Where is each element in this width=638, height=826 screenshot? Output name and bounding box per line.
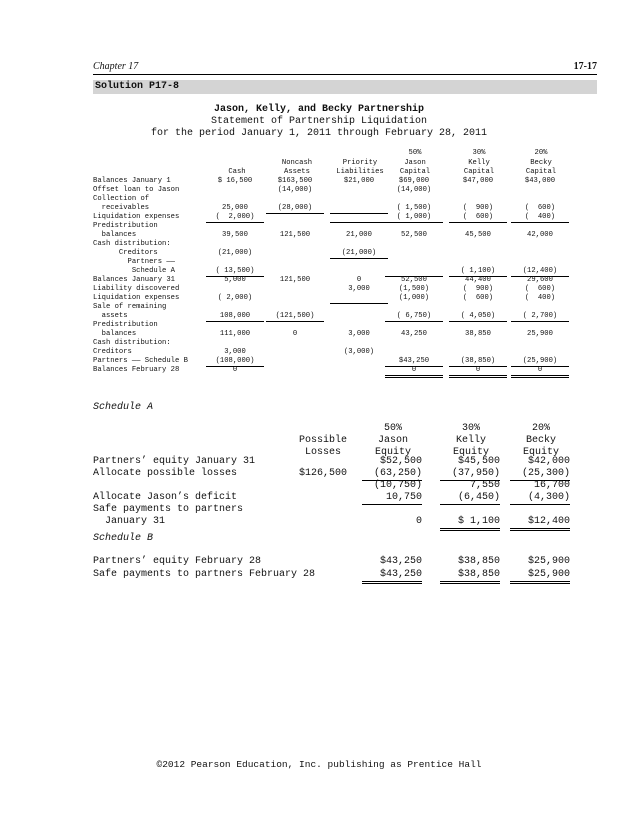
statement-cell: (1,500) (398, 285, 430, 293)
schedule-a-row-label: Allocate Jason’s deficit (93, 492, 238, 503)
statement-cell: 3,000 (348, 330, 370, 338)
statement-cell: 25,900 (527, 330, 553, 338)
statement-cell (511, 195, 569, 204)
schedule-b-title: Schedule B (93, 533, 154, 544)
header-rule (93, 74, 597, 75)
statement-cell: 5,000 (224, 276, 246, 284)
statement-row-label: Predistribution (93, 321, 158, 329)
statement-row-label: balances (93, 231, 137, 239)
statement-row-label: Cash distribution: (93, 240, 171, 248)
statement-cell: ( 1,000) (385, 213, 443, 223)
schedule-b-row-label: Safe payments to partners February 28 (93, 569, 316, 580)
statement-cell (206, 258, 264, 267)
statement-cell (449, 258, 507, 267)
col-priority-h2: Priority (342, 159, 378, 167)
statement-cell (266, 357, 324, 366)
schedule-a-row-label: January 31 (93, 516, 166, 527)
statement-row-label: Cash distribution: (93, 339, 171, 347)
schedule-b-cell: $25,900 (527, 556, 570, 567)
statement-cell: ( 4,050) (449, 312, 507, 322)
statement-cell (511, 240, 569, 249)
statement-cell: 0 (511, 366, 569, 378)
statement-cell (206, 321, 264, 330)
statement-cell (330, 267, 388, 276)
statement-cell: 29,600 (527, 276, 553, 284)
statement-cell: ( 600) (524, 204, 556, 212)
statement-cell: ( 600) (524, 285, 556, 293)
schedule-b-cell: $25,900 (510, 569, 570, 584)
statement-cell (330, 339, 388, 348)
statement-cell: (14,000) (396, 186, 432, 194)
statement-cell (266, 366, 324, 375)
statement-row-label: Liquidation expenses (93, 213, 180, 221)
statement-cell: 0 (356, 276, 362, 284)
schedule-a-cell: 7,550 (469, 480, 500, 491)
statement-cell (206, 285, 264, 294)
col-noncash-h3: Assets (284, 168, 310, 176)
statement-cell (449, 303, 507, 312)
statement-cell (385, 348, 443, 357)
sa-col-becky-h1: 20% (531, 423, 550, 434)
col-becky-h1: 20% (534, 149, 548, 157)
statement-cell: ( 6,750) (385, 312, 443, 322)
statement-cell (330, 195, 388, 204)
sa-col-becky-h3: Equity (522, 447, 559, 458)
statement-cell: (21,000) (217, 249, 253, 257)
sa-col-losses-h3: Losses (304, 447, 341, 458)
statement-cell (330, 258, 388, 267)
statement-cell: 52,500 (401, 276, 427, 284)
statement-cell: $21,000 (343, 177, 375, 185)
statement-row-label: Partners —— (93, 258, 175, 266)
schedule-a-cell: (4,300) (510, 492, 570, 505)
statement-cell: 42,000 (527, 231, 553, 239)
statement-cell: 39,500 (222, 231, 248, 239)
statement-cell (266, 348, 324, 357)
statement-row-label: Predistribution (93, 222, 158, 230)
statement-cell (449, 195, 507, 204)
statement-cell (206, 339, 264, 348)
statement-cell: 121,500 (279, 276, 311, 284)
statement-title: Jason, Kelly, and Becky Partnership (213, 104, 425, 115)
statement-cell (266, 321, 324, 330)
statement-cell: $43,000 (524, 177, 556, 185)
schedule-b-row-label: Partners’ equity February 28 (93, 556, 262, 567)
col-becky-h2: Becky (530, 159, 552, 167)
statement-cell: (14,000) (277, 186, 313, 194)
statement-cell (330, 321, 388, 330)
statement-row-label: assets (93, 312, 128, 320)
statement-cell: (121,500) (266, 312, 324, 322)
statement-cell (511, 348, 569, 357)
statement-row-label: Creditors (93, 249, 158, 257)
statement-cell: (38,850) (449, 357, 507, 367)
statement-cell: 52,500 (401, 231, 427, 239)
statement-cell: $ 16,500 (217, 177, 253, 185)
statement-cell (449, 339, 507, 348)
statement-period: for the period January 1, 2011 through February 28, 2011 (150, 128, 488, 139)
chapter-label: Chapter 17 (93, 61, 139, 72)
schedule-a-cell: (10,750) (373, 480, 422, 491)
statement-cell: 3,000 (224, 348, 246, 356)
statement-cell: ( 2,700) (511, 312, 569, 322)
schedule-a-cell: $12,400 (510, 516, 570, 531)
page-number: 17-17 (573, 61, 597, 72)
schedule-a-cell: $45,500 (457, 456, 500, 467)
statement-cell: (21,000) (330, 249, 388, 259)
statement-row-label: Collection of (93, 195, 150, 203)
statement-cell (330, 366, 388, 375)
statement-cell: $43,250 (385, 357, 443, 367)
statement-cell (449, 240, 507, 249)
statement-row-label: Balances February 28 (93, 366, 180, 374)
sa-col-jason-h3: Equity (374, 447, 411, 458)
statement-row-label: balances (93, 330, 137, 338)
schedule-b-cell: $38,850 (457, 556, 500, 567)
statement-cell (206, 195, 264, 204)
statement-row-label: Schedule A (93, 267, 175, 275)
statement-row-label: Balances January 31 (93, 276, 175, 284)
statement-cell (385, 321, 443, 330)
statement-cell: 0 (232, 366, 238, 374)
statement-cell (385, 258, 443, 267)
col-kelly-h2: Kelly (468, 159, 490, 167)
statement-cell (330, 312, 388, 321)
schedule-a-cell: $ 1,100 (440, 516, 500, 531)
statement-cell: ( 13,500) (206, 267, 264, 277)
statement-cell (266, 294, 324, 303)
statement-cell (449, 222, 507, 231)
statement-cell (266, 339, 324, 348)
statement-cell: (12,400) (511, 267, 569, 277)
statement-cell (511, 303, 569, 312)
statement-cell (385, 249, 443, 258)
statement-cell: $69,000 (398, 177, 430, 185)
solution-label: Solution P17-8 (95, 81, 180, 92)
col-becky-h3: Capital (525, 168, 557, 176)
col-jason-h2: Jason (404, 159, 426, 167)
schedule-a-cell: 10,750 (362, 492, 422, 505)
statement-cell (449, 186, 507, 195)
statement-cell: 25,000 (222, 204, 248, 212)
col-kelly-h3: Capital (463, 168, 495, 176)
statement-cell: ( 1,500) (396, 204, 432, 212)
schedule-a-cell: (63,250) (362, 468, 422, 481)
sa-col-kelly-h3: Equity (452, 447, 489, 458)
statement-cell (266, 258, 324, 267)
statement-cell: 108,000 (206, 312, 264, 322)
statement-cell (449, 249, 507, 258)
schedule-a-cell: (37,950) (440, 468, 500, 481)
schedule-b-cell: $43,250 (362, 569, 422, 584)
statement-row-label: Balances January 1 (93, 177, 171, 185)
statement-cell: 111,000 (219, 330, 251, 338)
statement-cell (266, 303, 324, 312)
statement-row-label: Offset loan to Jason (93, 186, 180, 194)
schedule-a-row-label: Allocate possible losses (93, 468, 238, 479)
schedule-a-cell: (6,450) (440, 492, 500, 505)
statement-cell: (3,000) (343, 348, 375, 356)
copyright-footer: ©2012 Pearson Education, Inc. publishing as Prentice Hall (156, 759, 482, 770)
schedule-a-cell: 0 (415, 516, 422, 527)
statement-cell (330, 303, 388, 312)
sa-col-losses-h2: Possible (298, 435, 347, 446)
statement-cell (385, 240, 443, 249)
statement-subtitle: Statement of Partnership Liquidation (210, 116, 428, 127)
statement-cell: 0 (292, 330, 298, 338)
col-jason-h1: 50% (408, 149, 422, 157)
statement-cell (385, 195, 443, 204)
statement-cell: ( 400) (511, 213, 569, 223)
statement-cell (511, 339, 569, 348)
statement-cell: 121,500 (279, 231, 311, 239)
statement-row-label: Sale of remaining (93, 303, 167, 311)
statement-cell (206, 186, 264, 195)
statement-cell (330, 240, 388, 249)
statement-cell: (28,000) (266, 204, 324, 214)
statement-cell (449, 321, 507, 330)
schedule-a-cell: $52,500 (379, 456, 422, 467)
statement-row-label: Partners —— Schedule B (93, 357, 188, 365)
statement-cell (330, 186, 388, 195)
statement-cell: ( 600) (462, 294, 494, 302)
statement-cell: 3,000 (348, 285, 370, 293)
schedule-a-row-label: Partners’ equity January 31 (93, 456, 256, 467)
schedule-b-cell: $38,850 (440, 569, 500, 584)
col-kelly-h1: 30% (472, 149, 486, 157)
statement-cell: 43,250 (401, 330, 427, 338)
sa-col-becky-h2: Becky (525, 435, 556, 446)
statement-cell (266, 285, 324, 294)
col-noncash-h2: Noncash (281, 159, 313, 167)
schedule-a-cell: $42,000 (527, 456, 570, 467)
statement-row-label: receivables (93, 204, 150, 212)
statement-cell: $163,500 (277, 177, 313, 185)
statement-cell (511, 321, 569, 330)
statement-cell: 44,400 (465, 276, 491, 284)
statement-cell (206, 222, 264, 231)
statement-row-label: Liquidation expenses (93, 294, 180, 302)
statement-cell (511, 249, 569, 258)
schedule-b-cell: $43,250 (379, 556, 422, 567)
statement-cell (511, 186, 569, 195)
statement-cell (266, 195, 324, 204)
statement-cell: ( 400) (524, 294, 556, 302)
statement-cell: (108,000) (206, 357, 264, 367)
sa-col-kelly-h1: 30% (461, 423, 480, 434)
statement-cell: (1,000) (398, 294, 430, 302)
statement-cell: ( 2,000) (206, 213, 264, 223)
schedule-a-row-label: Safe payments to partners (93, 504, 244, 515)
statement-cell (266, 240, 324, 249)
schedule-a-cell: (25,300) (510, 468, 570, 481)
statement-cell (385, 339, 443, 348)
statement-cell: 38,850 (465, 330, 491, 338)
statement-cell (330, 357, 388, 366)
sa-col-kelly-h2: Kelly (455, 435, 486, 446)
col-jason-h3: Capital (399, 168, 431, 176)
sa-col-jason-h1: 50% (383, 423, 402, 434)
statement-cell (511, 258, 569, 267)
statement-cell (449, 348, 507, 357)
statement-cell: 0 (385, 366, 443, 378)
statement-cell (385, 222, 443, 231)
statement-cell (206, 240, 264, 249)
statement-row-label: Creditors (93, 348, 132, 356)
schedule-a-title: Schedule A (93, 402, 154, 413)
statement-cell (330, 222, 388, 231)
schedule-a-cell: 16,700 (533, 480, 570, 491)
statement-cell (511, 222, 569, 231)
statement-cell: ( 1,100) (449, 267, 507, 277)
statement-cell (266, 213, 324, 222)
sa-col-jason-h2: Jason (377, 435, 408, 446)
statement-cell: ( 900) (462, 204, 494, 212)
statement-cell (206, 303, 264, 312)
statement-cell: 45,500 (465, 231, 491, 239)
statement-cell (385, 303, 443, 312)
statement-row-label: Liability discovered (93, 285, 180, 293)
statement-cell: ( 2,000) (217, 294, 253, 302)
col-cash-h3: Cash (228, 168, 246, 176)
statement-cell: (25,900) (511, 357, 569, 367)
schedule-a-cell: $126,500 (298, 468, 347, 479)
statement-cell: 0 (449, 366, 507, 378)
statement-cell: ( 600) (449, 213, 507, 223)
statement-cell: ( 900) (462, 285, 494, 293)
statement-cell: 21,000 (346, 231, 372, 239)
statement-cell (266, 267, 324, 276)
col-priority-h3: Liabilities (336, 168, 384, 176)
statement-cell: $47,000 (462, 177, 494, 185)
statement-cell (266, 249, 324, 258)
statement-cell (266, 222, 324, 231)
